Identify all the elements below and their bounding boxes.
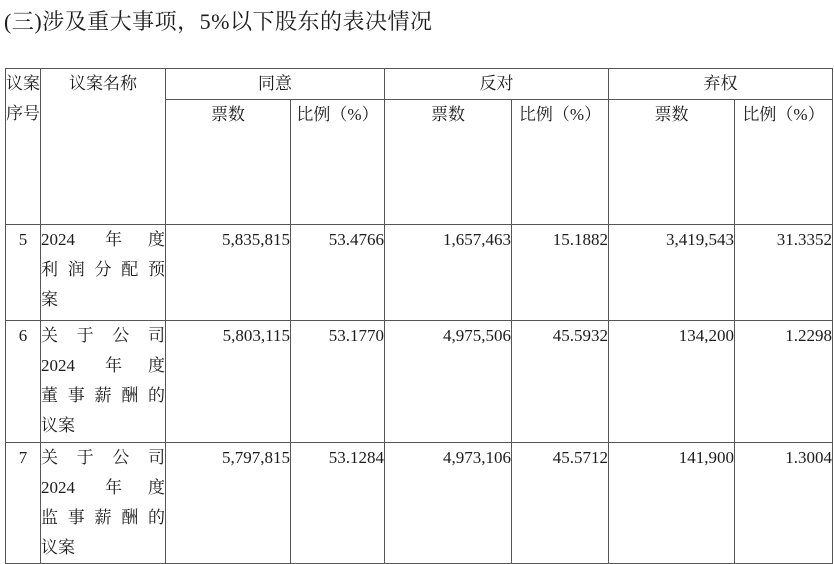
subheader-against-votes: 票数 (385, 100, 512, 225)
group-header-abstain: 弃权 (609, 69, 833, 100)
agree-votes-cell: 5,835,815 (166, 225, 291, 321)
proposal-name-cell: 2024 年度 利润分配预 案 (41, 225, 166, 321)
agree-votes-cell: 5,803,115 (166, 321, 291, 443)
voting-results-table (5, 68, 833, 564)
against-ratio-cell: 45.5932 (512, 321, 609, 443)
abstain-ratio-cell: 31.3352 (735, 225, 833, 321)
proposal-seq: 6 (6, 321, 41, 443)
header-row-groups (6, 69, 833, 100)
subheader-agree-votes: 票数 (166, 100, 291, 225)
agree-ratio-cell: 53.1284 (291, 443, 385, 564)
against-votes-cell: 4,973,106 (385, 443, 512, 564)
agree-ratio-cell: 53.1770 (291, 321, 385, 443)
col-header-proposal-name: 议案名称 (41, 69, 166, 225)
group-header-against: 反对 (385, 69, 609, 100)
agree-votes-cell: 5,797,815 (166, 443, 291, 564)
proposal-seq: 7 (6, 443, 41, 564)
section-title: (三)涉及重大事项，5%以下股东的表决情况 (4, 9, 433, 34)
proposal-row-7 (6, 443, 833, 564)
subheader-against-ratio: 比例（%） (512, 100, 609, 225)
against-ratio-cell: 45.5712 (512, 443, 609, 564)
proposal-name-cell: 关于公司 2024 年度 董事薪酬的 议案 (41, 321, 166, 443)
abstain-votes-cell: 3,419,543 (609, 225, 735, 321)
abstain-votes-cell: 134,200 (609, 321, 735, 443)
subheader-agree-ratio: 比例（%） (291, 100, 385, 225)
abstain-ratio-cell: 1.2298 (735, 321, 833, 443)
against-votes-cell: 4,975,506 (385, 321, 512, 443)
subheader-abstain-ratio: 比例（%） (735, 100, 833, 225)
proposal-name-cell: 关于公司 2024 年度 监事薪酬的 议案 (41, 443, 166, 564)
against-ratio-cell: 15.1882 (512, 225, 609, 321)
agree-ratio-cell: 53.4766 (291, 225, 385, 321)
col-header-proposal-seq: 议案序号 (6, 69, 41, 225)
against-votes-cell: 1,657,463 (385, 225, 512, 321)
group-header-agree: 同意 (166, 69, 385, 100)
abstain-ratio-cell: 1.3004 (735, 443, 833, 564)
subheader-abstain-votes: 票数 (609, 100, 735, 225)
proposal-row-6 (6, 321, 833, 443)
abstain-votes-cell: 141,900 (609, 443, 735, 564)
proposal-row-5 (6, 225, 833, 321)
proposal-seq: 5 (6, 225, 41, 321)
